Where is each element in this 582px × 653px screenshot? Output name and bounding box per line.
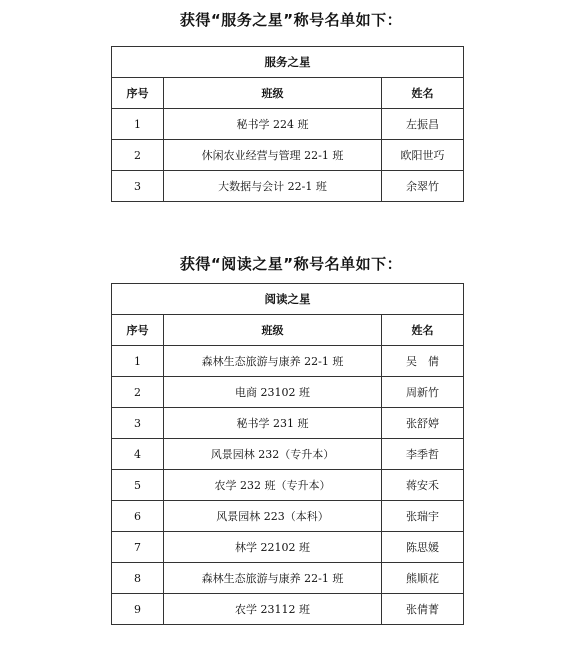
cell-class: 秘书学 231 班 xyxy=(164,408,382,439)
column-header-class: 班级 xyxy=(164,315,382,346)
cell-name: 熊顺花 xyxy=(382,563,464,594)
table-row xyxy=(112,532,464,563)
cell-class: 秘书学 224 班 xyxy=(164,109,382,140)
cell-index: 8 xyxy=(112,563,164,594)
table-row xyxy=(112,563,464,594)
table-row xyxy=(112,408,464,439)
reading-star-heading: 获得“阅读之星”称号名单如下： xyxy=(179,255,403,273)
cell-class: 风景园林 232（专升本） xyxy=(164,439,382,470)
cell-index: 6 xyxy=(112,501,164,532)
cell-name: 陈思媛 xyxy=(382,532,464,563)
table-row xyxy=(112,140,464,171)
reading-star-table xyxy=(111,283,464,625)
cell-class: 林学 22102 班 xyxy=(164,532,382,563)
table-row xyxy=(112,501,464,532)
table-row xyxy=(112,377,464,408)
cell-class: 森林生态旅游与康养 22-1 班 xyxy=(164,346,382,377)
cell-name: 张倩菁 xyxy=(382,594,464,625)
service-star-table-body xyxy=(112,109,464,202)
reading-star-table-title: 阅读之星 xyxy=(112,284,464,315)
table-row xyxy=(112,470,464,501)
service-star-table xyxy=(111,46,464,202)
table-row xyxy=(112,109,464,140)
cell-name: 蒋安禾 xyxy=(382,470,464,501)
cell-index: 9 xyxy=(112,594,164,625)
cell-index: 1 xyxy=(112,109,164,140)
cell-class: 森林生态旅游与康养 22-1 班 xyxy=(164,563,382,594)
cell-index: 3 xyxy=(112,171,164,202)
cell-name: 周新竹 xyxy=(382,377,464,408)
cell-class: 农学 232 班（专升本） xyxy=(164,470,382,501)
service-star-heading: 获得“服务之星”称号名单如下： xyxy=(179,11,403,29)
table-row xyxy=(112,439,464,470)
cell-class: 大数据与会计 22-1 班 xyxy=(164,171,382,202)
cell-index: 2 xyxy=(112,377,164,408)
cell-class: 电商 23102 班 xyxy=(164,377,382,408)
reading-star-table-body xyxy=(112,346,464,625)
cell-name: 吴 倩 xyxy=(382,346,464,377)
cell-name: 李季哲 xyxy=(382,439,464,470)
table-row xyxy=(112,594,464,625)
cell-class: 风景园林 223（本科） xyxy=(164,501,382,532)
column-header-class: 班级 xyxy=(164,78,382,109)
table-row xyxy=(112,346,464,377)
cell-class: 休闲农业经营与管理 22-1 班 xyxy=(164,140,382,171)
cell-name: 左振昌 xyxy=(382,109,464,140)
cell-index: 1 xyxy=(112,346,164,377)
column-header-name: 姓名 xyxy=(382,315,464,346)
cell-index: 5 xyxy=(112,470,164,501)
cell-class: 农学 23112 班 xyxy=(164,594,382,625)
cell-name: 张舒婷 xyxy=(382,408,464,439)
cell-name: 余翠竹 xyxy=(382,171,464,202)
column-header-index: 序号 xyxy=(112,315,164,346)
column-header-name: 姓名 xyxy=(382,78,464,109)
cell-index: 4 xyxy=(112,439,164,470)
table-row xyxy=(112,171,464,202)
service-star-table-title: 服务之星 xyxy=(112,47,464,78)
cell-index: 7 xyxy=(112,532,164,563)
cell-name: 张瑞宇 xyxy=(382,501,464,532)
cell-index: 2 xyxy=(112,140,164,171)
cell-index: 3 xyxy=(112,408,164,439)
column-header-index: 序号 xyxy=(112,78,164,109)
cell-name: 欧阳世巧 xyxy=(382,140,464,171)
